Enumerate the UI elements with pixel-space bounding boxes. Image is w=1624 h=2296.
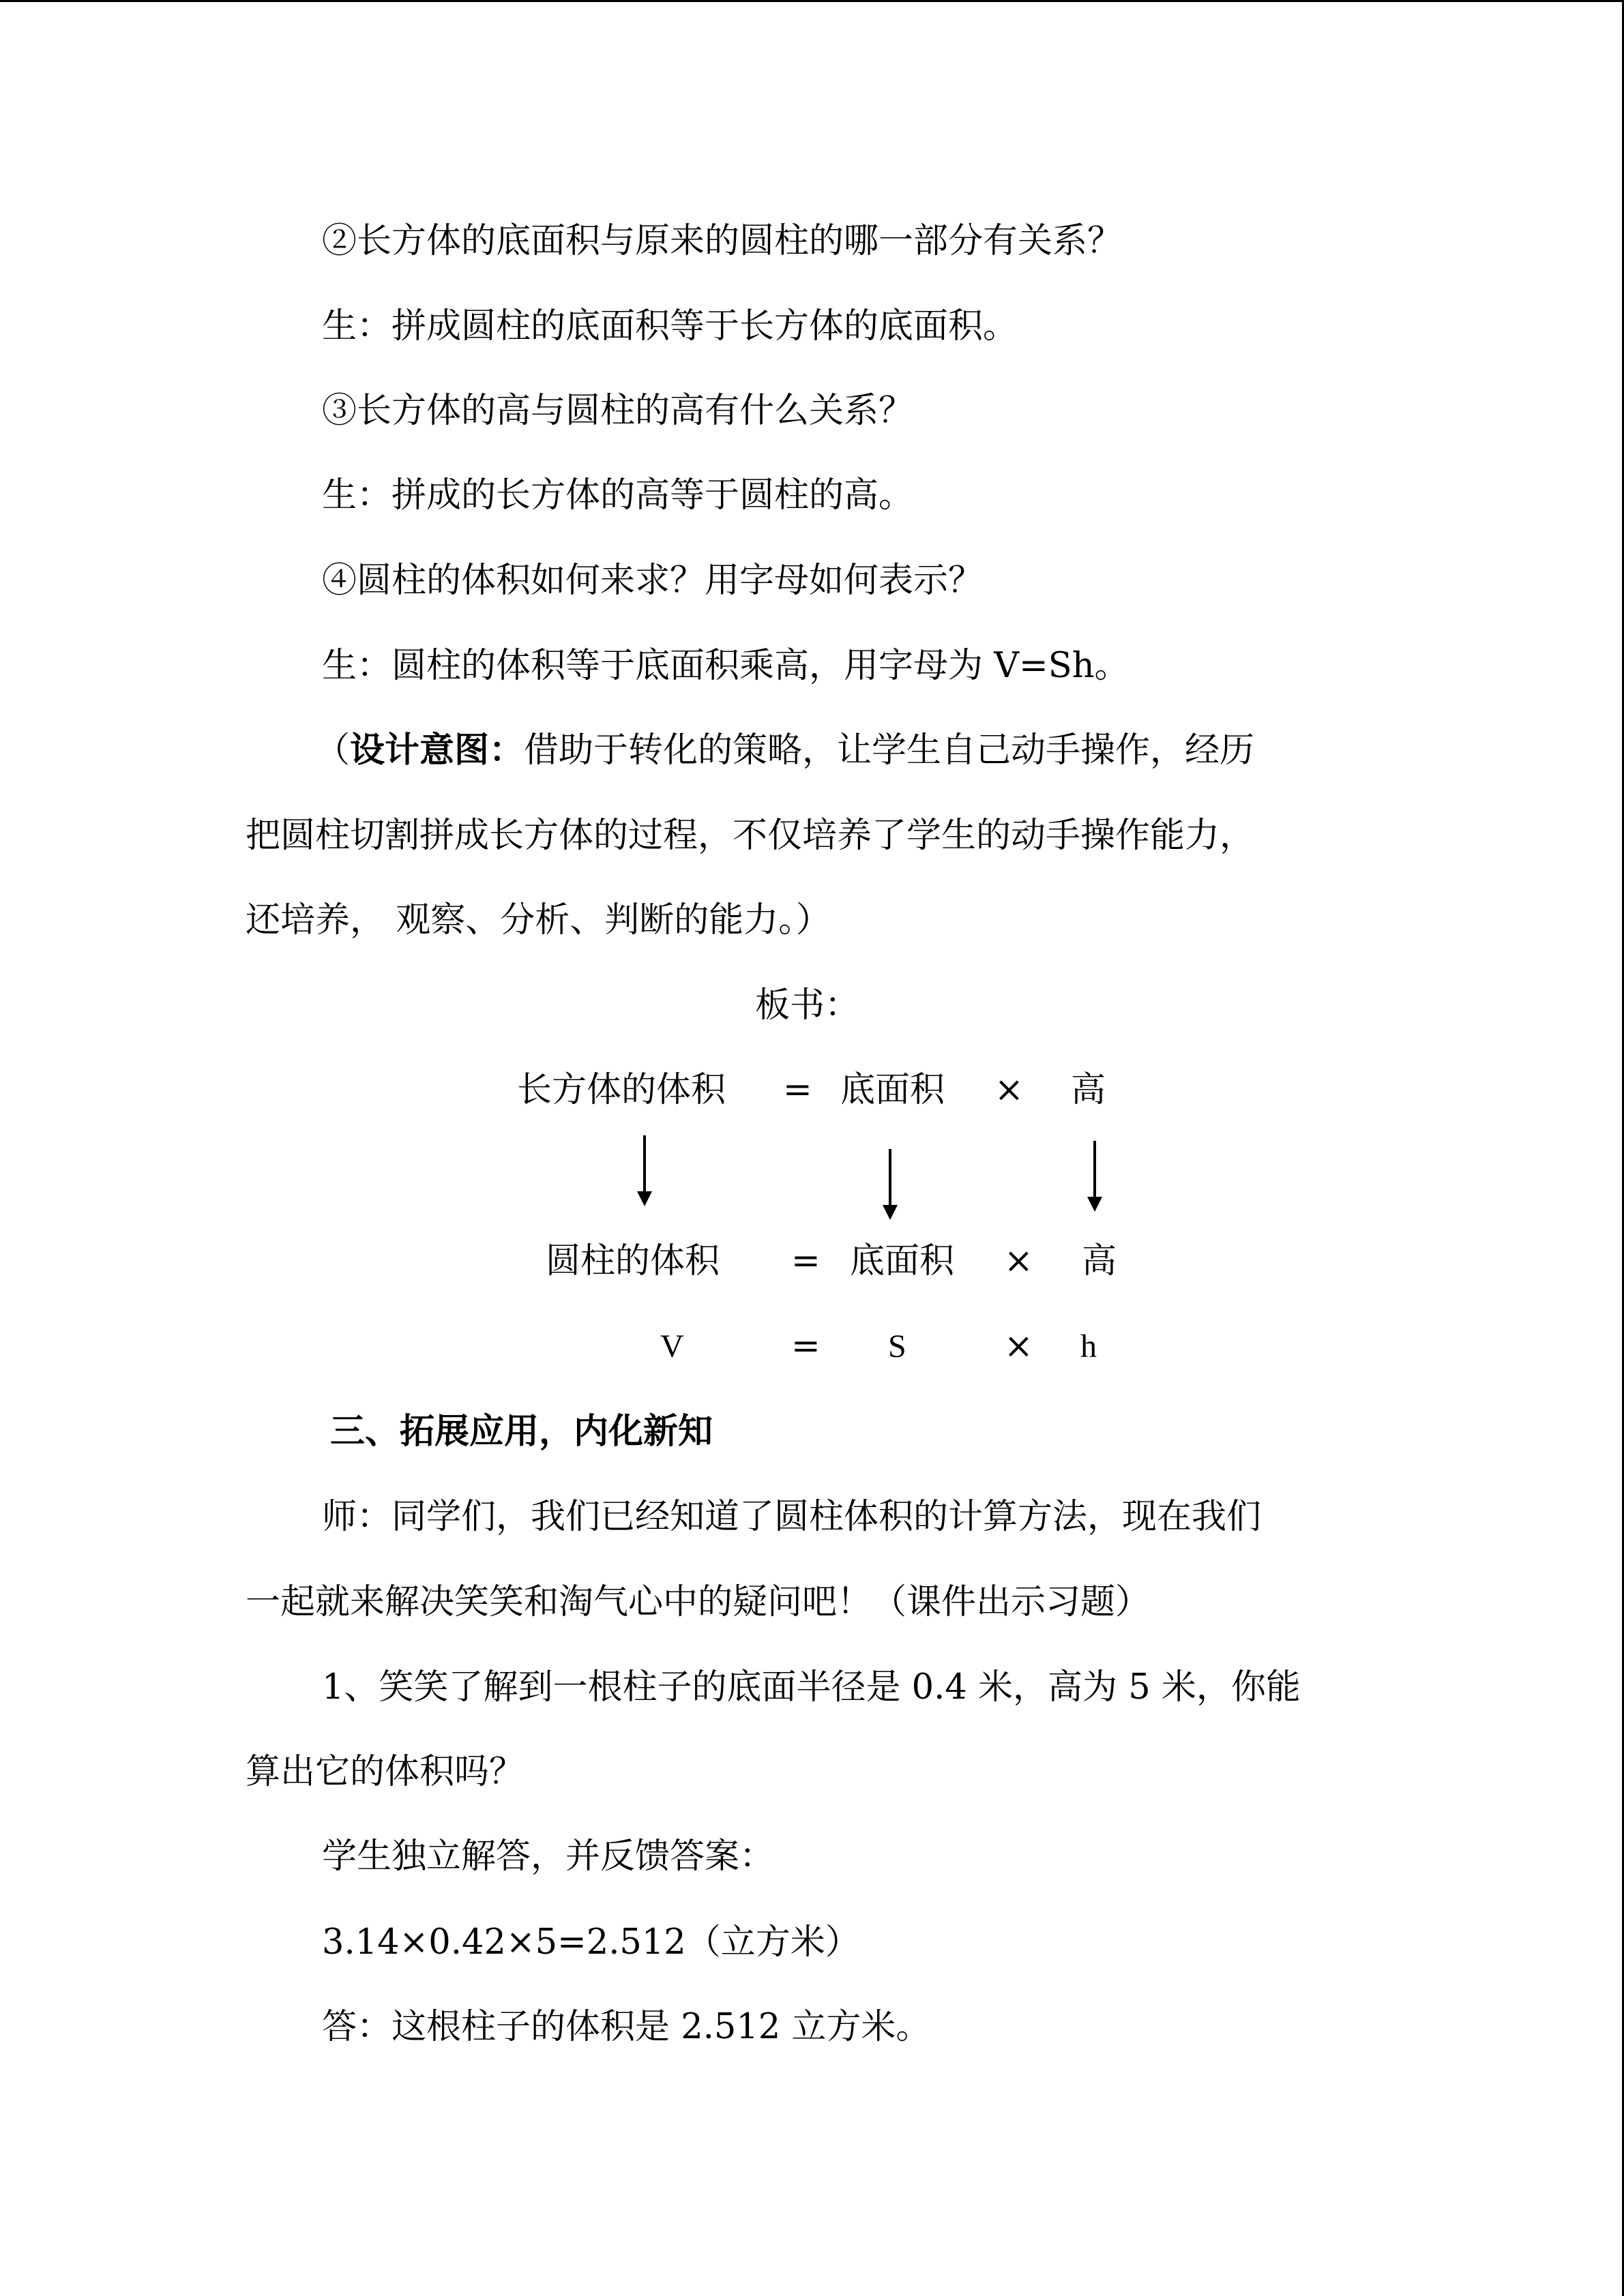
student-response: 学生独立解答，并反馈答案： bbox=[322, 1836, 775, 1877]
bb-row1-equals: = bbox=[783, 1070, 812, 1110]
design-intent-line-2: 把圆柱切割拼成长方体的过程，不仅培养了学生的动手操作能力， bbox=[246, 816, 1255, 856]
teacher-line-1: 师：同学们，我们已经知道了圆柱体积的计算方法，现在我们 bbox=[322, 1497, 1262, 1537]
section-3-heading: 三、拓展应用，内化新知 bbox=[330, 1411, 713, 1452]
arrow-down-icon-1 bbox=[631, 1134, 658, 1209]
bb-row1-right: 高 bbox=[1071, 1070, 1106, 1110]
question-3: ③长方体的高与圆柱的高有什么关系？ bbox=[322, 391, 914, 431]
answer-4: 生：圆柱的体积等于底面积乘高，用字母为 V=Sh。 bbox=[322, 646, 1130, 686]
bb-row3-left: V bbox=[660, 1328, 684, 1365]
design-intent-line-1 bbox=[315, 730, 1255, 771]
exercise-1-line-2: 算出它的体积吗？ bbox=[246, 1752, 525, 1792]
teacher-line-2: 一起就来解决笑笑和淘气心中的疑问吧！（课件出示习题） bbox=[246, 1582, 1151, 1622]
exercise-1-line-1: 1、笑笑了解到一根柱子的底面半径是 0.4 米，高为 5 米，你能 bbox=[322, 1667, 1301, 1708]
question-2: ②长方体的底面积与原来的圆柱的哪一部分有关系？ bbox=[322, 221, 1123, 261]
arrow-down-icon-2 bbox=[876, 1148, 904, 1223]
bb-row2-right: 高 bbox=[1082, 1241, 1117, 1281]
bb-row2-left: 圆柱的体积 bbox=[546, 1241, 720, 1281]
calculation: 3.14×0.42×5=2.512（立方米） bbox=[322, 1922, 860, 1963]
answer-3: 生：拼成的长方体的高等于圆柱的高。 bbox=[322, 475, 914, 516]
bb-row3-mid: S bbox=[888, 1328, 906, 1365]
bb-row3-equals: = bbox=[791, 1326, 821, 1367]
bb-row3-times: × bbox=[1004, 1326, 1033, 1367]
answer-2: 生：拼成圆柱的底面积等于长方体的底面积。 bbox=[322, 306, 1018, 346]
final-answer: 答：这根柱子的体积是 2.512 立方米。 bbox=[322, 2007, 931, 2047]
bb-row1-left: 长方体的体积 bbox=[517, 1070, 726, 1110]
bb-row1-times: × bbox=[994, 1070, 1024, 1110]
design-intent-line-3: 还培养， 观察、分析、判断的能力。） bbox=[246, 900, 831, 940]
design-open-paren: （ bbox=[315, 730, 351, 771]
question-4: ④圆柱的体积如何来求？用字母如何表示？ bbox=[322, 561, 984, 601]
blackboard-title: 板书： bbox=[755, 985, 860, 1026]
bb-row2-equals: = bbox=[791, 1241, 821, 1281]
bb-row1-mid: 底面积 bbox=[840, 1070, 945, 1110]
bb-row2-times: × bbox=[1004, 1241, 1033, 1281]
design-intent-label: 设计意图： bbox=[350, 730, 525, 771]
arrow-down-icon-3 bbox=[1081, 1139, 1108, 1214]
design-intent-text-1: 借助于转化的策略，让学生自己动手操作，经历 bbox=[524, 730, 1255, 771]
bb-row3-right: h bbox=[1080, 1328, 1097, 1365]
bb-row2-mid: 底面积 bbox=[850, 1241, 955, 1281]
